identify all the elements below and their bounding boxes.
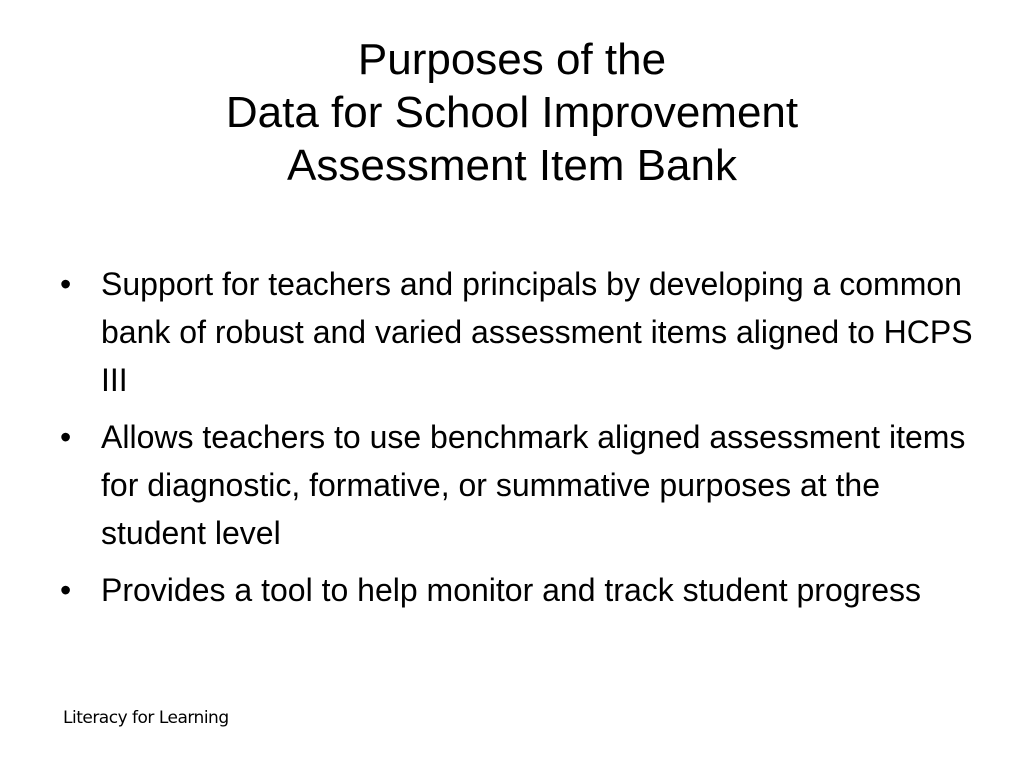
bullet-text: Provides a tool to help monitor and track student progress bbox=[101, 572, 921, 608]
bullet-dot-icon: • bbox=[60, 572, 72, 608]
bullet-item bbox=[56, 260, 976, 404]
bullet-list bbox=[56, 260, 976, 623]
slide-title bbox=[40, 33, 984, 192]
bullet-item bbox=[56, 413, 976, 557]
bullet-dot-icon: • bbox=[60, 266, 72, 302]
bullet-text: Support for teachers and principals by developing a common bank of robust and varied assessment items aligned to HCPS III bbox=[101, 266, 973, 398]
title-line-1: Purposes of the bbox=[357, 35, 667, 84]
footer-text: Literacy for Learning bbox=[63, 708, 229, 728]
title-line-3: Assessment Item Bank bbox=[287, 141, 737, 190]
title-line-2: Data for School Improvement bbox=[225, 88, 799, 137]
bullet-text: Allows teachers to use benchmark aligned assessment items for diagnostic, formative, or summative purposes at the student level bbox=[101, 419, 966, 551]
bullet-item bbox=[56, 566, 976, 614]
bullet-dot-icon: • bbox=[60, 419, 72, 455]
